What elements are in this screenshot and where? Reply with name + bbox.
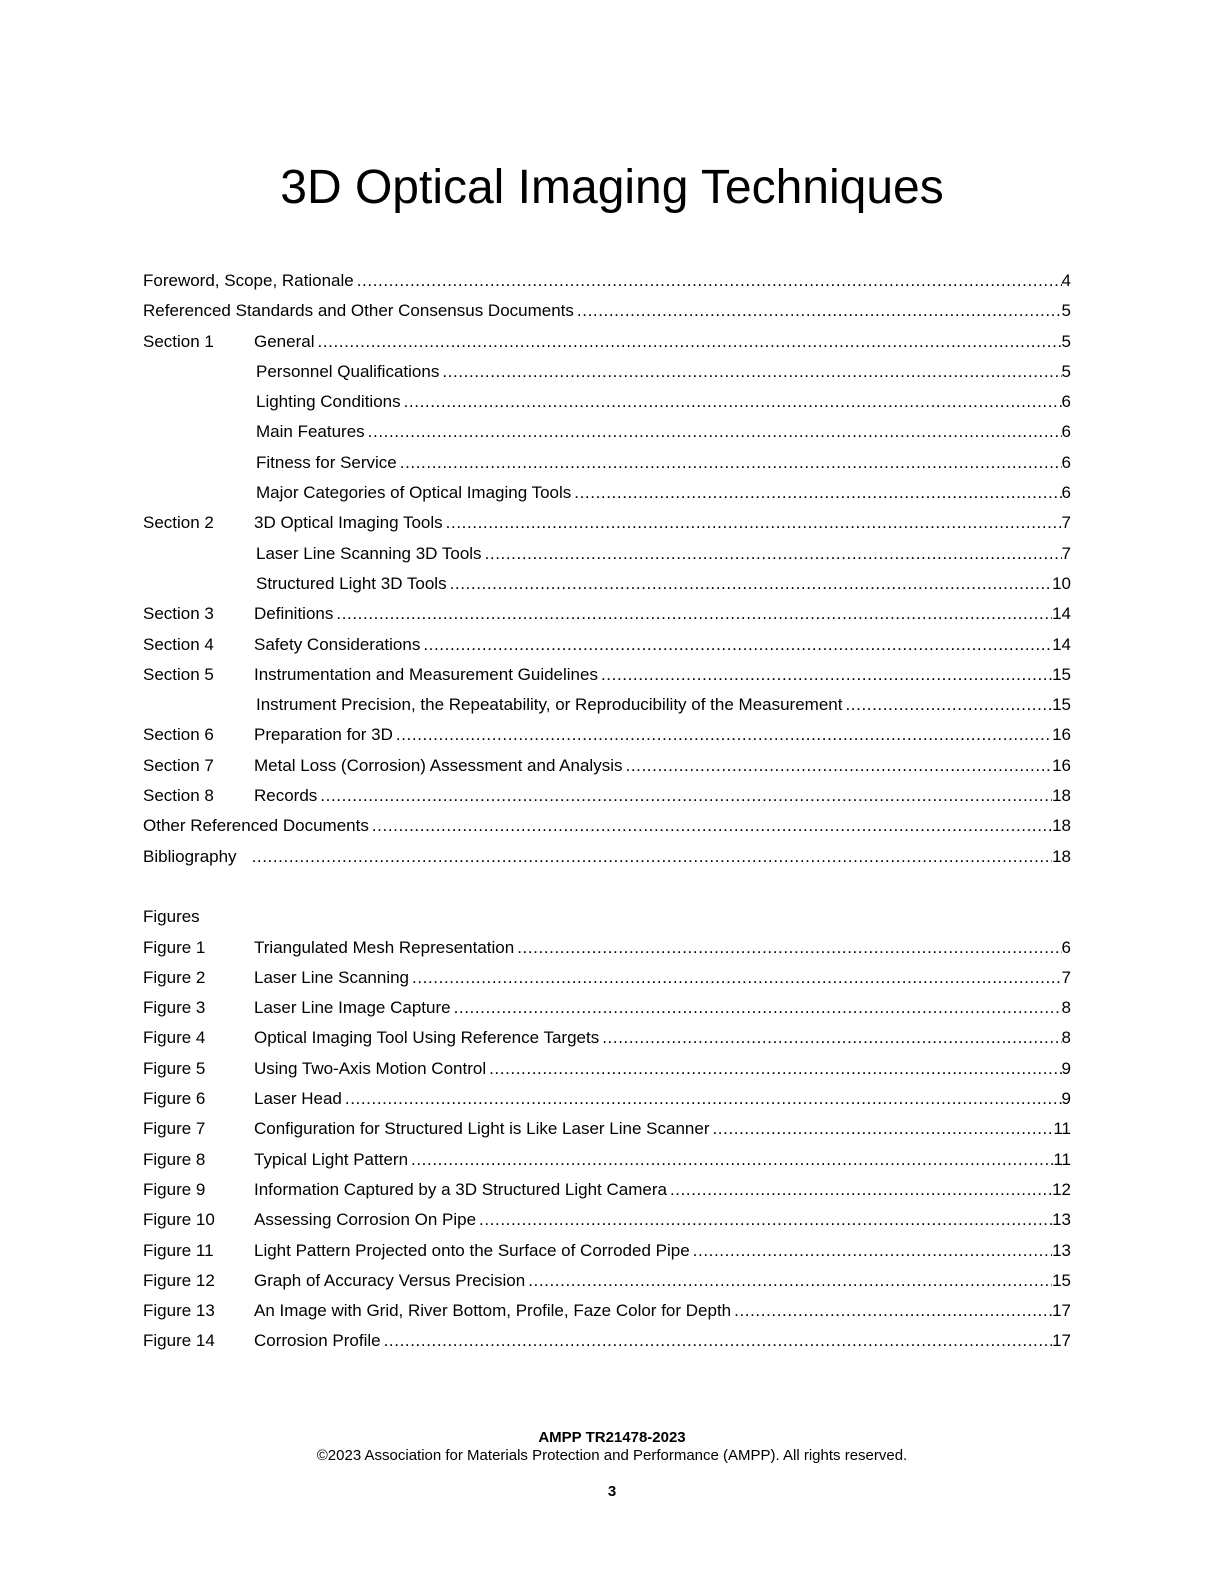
toc-entry-number: Section 8 [143,786,214,806]
toc-entry-number: Section 5 [143,664,214,684]
figure-entry-page: 7 [1061,967,1071,987]
toc-entry-title: Bibliography [143,846,237,866]
toc-entry[interactable] [143,327,1071,357]
dot-leader [412,963,1062,993]
toc-entry-number: Section 7 [143,755,214,775]
toc-entry-title: Major Categories of Optical Imaging Tools [256,483,572,503]
toc-entry-page: 14 [1052,604,1071,624]
toc-entry-number: Section 6 [143,725,214,745]
toc-entry-title: Laser Line Scanning 3D Tools [256,543,482,563]
dot-leader [345,1084,1062,1114]
document-id: AMPP TR21478-2023 [538,1429,686,1446]
figure-entry-page: 11 [1053,1119,1071,1139]
toc-entry[interactable] [143,660,1071,690]
dot-leader [446,508,1062,538]
toc-entry-page: 7 [1061,513,1071,533]
toc-entry-number: Section 1 [143,331,214,351]
toc-entry-title: Records [254,786,318,806]
figure-entry-number: Figure 1 [143,937,206,957]
toc-entry[interactable] [143,842,1071,872]
dot-leader [845,690,1052,720]
figure-entry-number: Figure 12 [143,1270,215,1290]
dot-leader [411,1145,1053,1175]
toc-entry[interactable] [143,569,1071,599]
toc-entry-title: Structured Light 3D Tools [256,573,447,593]
toc-entry[interactable] [143,448,1071,478]
toc-entry-page: 4 [1061,271,1071,290]
toc-entry[interactable] [143,296,1071,326]
toc-entry-page: 16 [1052,755,1071,775]
figure-entry[interactable] [143,993,1071,1023]
toc-entry-title: Other Referenced Documents [143,816,369,836]
toc-entry-page: 18 [1052,846,1071,866]
toc-entry-title: Metal Loss (Corrosion) Assessment and Analysis [254,755,623,775]
figure-entry-page: 13 [1052,1210,1071,1230]
toc-entry[interactable] [143,811,1071,841]
toc-entry[interactable] [143,539,1071,569]
toc-entry-title: General [254,331,315,351]
toc-entry-title: 3D Optical Imaging Tools [254,513,443,533]
dot-leader [517,933,1061,963]
figure-entry[interactable] [143,1326,1071,1356]
figure-entry-number: Figure 11 [143,1240,214,1260]
figure-entry-page: 8 [1061,998,1071,1018]
dot-leader [320,781,1052,811]
toc-entry[interactable] [143,387,1071,417]
dot-leader [372,811,1052,841]
dot-leader [574,478,1061,508]
toc-entry-title: Lighting Conditions [256,392,401,412]
dot-leader [670,1175,1052,1205]
toc-entry[interactable] [143,417,1071,447]
figure-entry-page: 12 [1052,1179,1071,1199]
toc-entry-page: 15 [1052,664,1071,684]
dot-leader [712,1114,1053,1144]
figure-entry-number: Figure 2 [143,967,206,987]
figure-entry-title: Assessing Corrosion On Pipe [254,1210,477,1230]
figure-entry-title: Laser Head [254,1089,342,1109]
figure-entry[interactable] [143,1054,1071,1084]
figure-entry-number: Figure 10 [143,1210,215,1230]
toc-entry-title: Foreword, Scope, Rationale [143,271,354,290]
figure-entry-page: 17 [1052,1301,1071,1321]
toc-entries [143,266,1071,872]
figure-entry[interactable] [143,1175,1071,1205]
toc-entry-page: 16 [1052,725,1071,745]
figure-entry-page: 13 [1052,1240,1071,1260]
toc-entry-number: Section 3 [143,604,214,624]
figure-entry-number: Figure 8 [143,1149,206,1169]
toc-entry-title: Definitions [254,604,334,624]
figure-entries [143,933,1071,1357]
figure-entry-number: Figure 13 [143,1301,215,1321]
toc-entry-page: 10 [1052,573,1071,593]
figure-entry[interactable] [143,1145,1071,1175]
toc-entry[interactable] [143,357,1071,387]
toc-entry[interactable] [143,720,1071,750]
figure-entry-page: 9 [1061,1058,1071,1078]
dot-leader [577,296,1062,326]
toc-entry[interactable] [143,630,1071,660]
toc-entry-title: Safety Considerations [254,634,421,654]
figure-entry-page: 17 [1052,1331,1071,1351]
dot-leader [357,266,1062,296]
figure-entry-title: Light Pattern Projected onto the Surface of Corroded Pipe [254,1240,690,1260]
dot-leader [317,327,1061,357]
figure-entry-title: Corrosion Profile [254,1331,381,1351]
dot-leader [404,387,1062,417]
figure-entry[interactable] [143,1023,1071,1053]
toc-entry-page: 18 [1052,816,1071,836]
dot-leader [485,539,1062,569]
figure-entry-number: Figure 6 [143,1089,206,1109]
figure-entry-number: Figure 4 [143,1028,206,1048]
dot-leader [384,1326,1052,1356]
figure-entry-title: Information Captured by a 3D Structured Light Camera [254,1179,667,1199]
figure-entry-page: 11 [1053,1149,1071,1169]
dot-leader [489,1054,1061,1084]
toc-entry-number: Section 4 [143,634,214,654]
dot-leader [693,1236,1052,1266]
figure-entry-page: 8 [1061,1028,1071,1048]
dot-leader [602,1023,1061,1053]
dot-leader [400,448,1062,478]
figure-entry-title: Using Two-Axis Motion Control [254,1058,487,1078]
toc-entry-page: 18 [1052,786,1071,806]
toc-entry-page: 5 [1061,301,1071,321]
dot-leader [396,720,1052,750]
document-title: 3D Optical Imaging Techniques [280,161,944,214]
toc-entry-page: 6 [1061,483,1071,503]
figure-entry[interactable] [143,1266,1071,1296]
toc-entry[interactable] [143,508,1071,538]
figure-entry-title: Triangulated Mesh Representation [254,937,515,957]
toc-entry-page: 5 [1061,361,1071,381]
figure-entry[interactable] [143,1205,1071,1235]
figure-entry-number: Figure 3 [143,998,206,1018]
toc-entry-page: 7 [1061,543,1071,563]
figure-entry-page: 15 [1052,1270,1071,1290]
toc-entry-page: 5 [1061,331,1071,351]
dot-leader [528,1266,1052,1296]
dot-leader [450,569,1053,599]
dot-leader [479,1205,1052,1235]
dot-leader [626,751,1053,781]
figure-entry[interactable] [143,1084,1071,1114]
toc-entry[interactable] [143,781,1071,811]
figure-entry-title: Optical Imaging Tool Using Reference Targets [254,1028,600,1048]
figure-entry-title: Configuration for Structured Light is Like Laser Line Scanner [254,1119,710,1139]
toc-entry[interactable] [143,599,1071,629]
toc-entry-page: 6 [1061,422,1071,442]
dot-leader [368,417,1062,447]
copyright-notice: ©2023 Association for Materials Protection and Performance (AMPP). All rights reserved. [316,1447,908,1464]
figure-entry-title: Laser Line Image Capture [254,998,451,1018]
toc-entry-page: 14 [1052,634,1071,654]
toc-entry-title: Fitness for Service [256,452,397,472]
toc-entry-title: Personnel Qualifications [256,361,440,381]
toc-entry[interactable] [143,478,1071,508]
dot-leader [423,630,1052,660]
figure-entry[interactable] [143,1236,1071,1266]
toc-entry[interactable] [143,690,1071,720]
figure-entry-number: Figure 9 [143,1179,206,1199]
toc-entry-page: 6 [1061,452,1071,472]
figure-entry[interactable] [143,933,1071,963]
figure-entry-page: 6 [1061,937,1071,957]
toc-spacer [143,872,1071,902]
figure-entry-number: Figure 7 [143,1119,206,1139]
dot-leader [601,660,1052,690]
dot-leader [442,357,1061,387]
toc-entry-title: Referenced Standards and Other Consensus Documents [143,301,574,321]
toc-entry[interactable] [143,751,1071,781]
dot-leader [454,993,1062,1023]
figure-entry-page: 9 [1061,1089,1071,1109]
table-of-contents [143,266,1071,1357]
toc-entry-title: Instrumentation and Measurement Guidelines [254,664,598,684]
figure-entry-title: An Image with Grid, River Bottom, Profile, Faze Color for Depth [254,1301,732,1321]
toc-entry-number: Section 2 [143,513,214,533]
toc-entry[interactable] [143,266,1071,296]
dot-leader [734,1296,1052,1326]
figure-entry[interactable] [143,963,1071,993]
figure-entry-title: Laser Line Scanning [254,967,410,987]
dot-leader [336,599,1052,629]
figure-entry[interactable] [143,1296,1071,1326]
figures-heading: Figures [143,907,200,927]
toc-entry-page: 15 [1052,695,1071,715]
figure-entry-number: Figure 5 [143,1058,206,1078]
figure-entry-title: Graph of Accuracy Versus Precision [254,1270,526,1290]
figure-entry-number: Figure 14 [143,1331,215,1351]
toc-entry-page: 6 [1061,392,1071,412]
figure-entry[interactable] [143,1114,1071,1144]
figure-entry-title: Typical Light Pattern [254,1149,409,1169]
toc-entry-title: Main Features [256,422,365,442]
dot-leader [252,842,1053,872]
page-number: 3 [607,1483,617,1500]
toc-entry-title: Preparation for 3D [254,725,393,745]
toc-entry-title: Instrument Precision, the Repeatability, or Reproducibility of the Measurement [256,695,843,715]
